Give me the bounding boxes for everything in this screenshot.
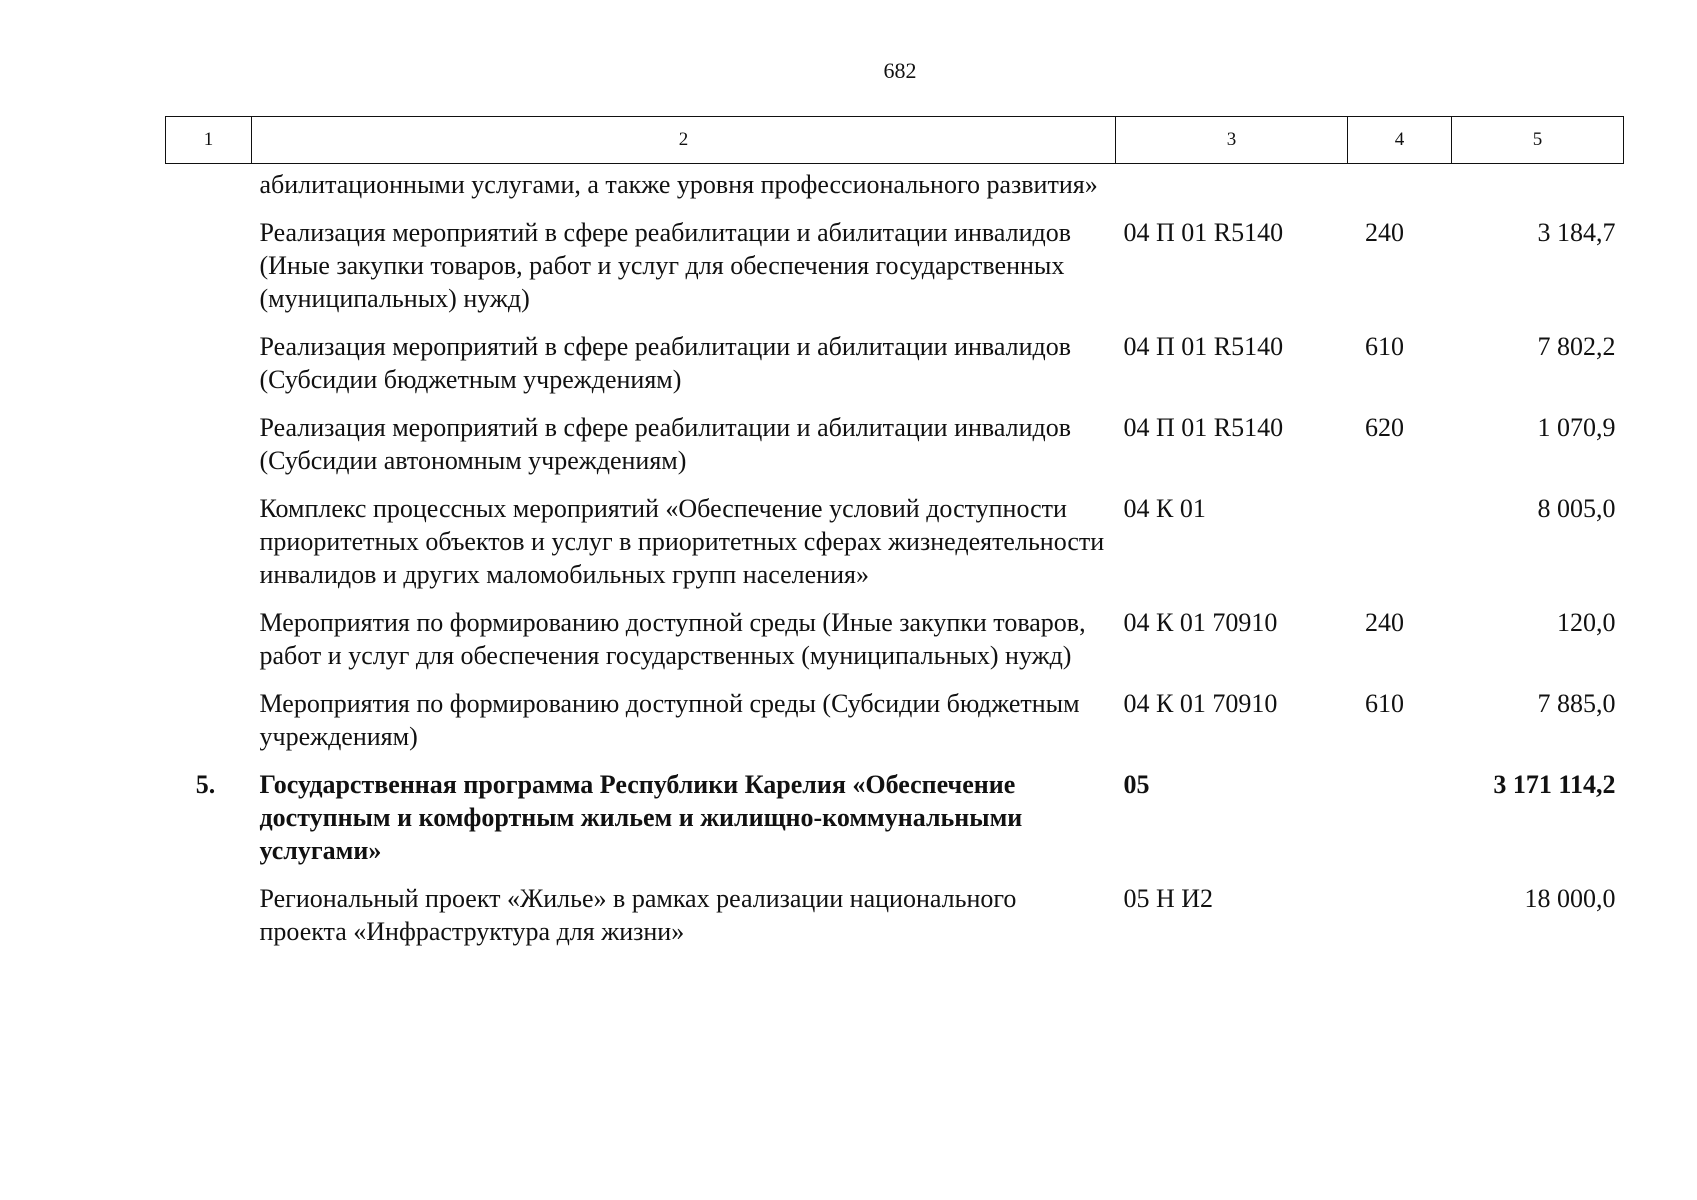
header-col-1: 1 (166, 117, 252, 164)
row-name: Реализация мероприятий в сфере реабилитации и абилитации инвалидов (Иные закупки товаров, работ и услуг для обеспечения государственных (муниципальных) нужд) (259, 218, 1072, 313)
row-expense-type: 620 (1365, 413, 1404, 442)
row-code (1116, 164, 1348, 217)
row-name: Реализация мероприятий в сфере реабилитации и абилитации инвалидов (Субсидии бюджетным учреждениям) (259, 332, 1072, 394)
row-amount: 3 184,7 (1537, 218, 1616, 247)
row-name: абилитационными услугами, а также уровня профессионального развития» (259, 170, 1098, 199)
row-name: Мероприятия по формированию доступной среды (Субсидии бюджетным учреждениям) (259, 689, 1080, 751)
row-number (166, 330, 252, 411)
row-number (166, 606, 252, 687)
table-row (166, 216, 1624, 330)
row-code: 04 К 01 70910 (1123, 689, 1278, 718)
table-header (166, 117, 1624, 164)
row-amount (1452, 164, 1624, 217)
row-expense-type: 240 (1365, 218, 1404, 247)
table-row (166, 492, 1624, 606)
program-row (166, 768, 1624, 882)
header-row (166, 117, 1624, 164)
row-expense-type (1348, 164, 1452, 217)
row-code: 05 (1123, 770, 1150, 799)
table-row (166, 687, 1624, 768)
row-amount: 3 171 114,2 (1493, 770, 1616, 799)
row-expense-type (1348, 882, 1452, 963)
row-expense-type (1348, 492, 1452, 606)
row-number (166, 882, 252, 963)
row-amount: 18 000,0 (1524, 884, 1616, 913)
row-amount: 120,0 (1557, 608, 1616, 637)
row-code: 04 П 01 R5140 (1123, 413, 1284, 442)
row-name: Региональный проект «Жилье» в рамках реализации национального проекта «Инфраструктура для жизни» (259, 884, 1017, 946)
row-expense-type: 240 (1365, 608, 1404, 637)
table-body (166, 164, 1624, 964)
header-col-5: 5 (1452, 117, 1624, 164)
row-code: 04 К 01 (1123, 494, 1206, 523)
row-amount: 1 070,9 (1537, 413, 1616, 442)
table-row (166, 882, 1624, 963)
header-col-2: 2 (252, 117, 1116, 164)
row-number (166, 216, 252, 330)
row-number: 5. (195, 770, 216, 799)
table-row (166, 330, 1624, 411)
row-amount: 7 802,2 (1537, 332, 1616, 361)
header-col-3: 3 (1116, 117, 1348, 164)
row-expense-type: 610 (1365, 332, 1404, 361)
row-code: 04 П 01 R5140 (1123, 332, 1284, 361)
row-name: Комплекс процессных мероприятий «Обеспечение условий доступности приоритетных объектов и услуг в приоритетных сферах жизнедеятельности инвалидов и других маломобильных групп населения» (259, 494, 1105, 589)
row-code: 05 Н И2 (1123, 884, 1214, 913)
row-number (166, 411, 252, 492)
page-number: 682 (883, 58, 917, 83)
row-name: Государственная программа Республики Карелия «Обеспечение доступным и комфортным жильем и жилищно-коммунальными услугами» (259, 770, 1023, 865)
table-row (166, 606, 1624, 687)
row-amount: 8 005,0 (1537, 494, 1616, 523)
row-code: 04 К 01 70910 (1123, 608, 1278, 637)
row-number (166, 492, 252, 606)
row-name: Мероприятия по формированию доступной среды (Иные закупки товаров, работ и услуг для обеспечения государственных (муниципальных) нужд) (259, 608, 1086, 670)
row-number (166, 687, 252, 768)
budget-table (165, 116, 1624, 963)
row-expense-type: 610 (1365, 689, 1404, 718)
row-expense-type (1348, 768, 1452, 882)
table-row (166, 164, 1624, 217)
header-col-4: 4 (1348, 117, 1452, 164)
row-name: Реализация мероприятий в сфере реабилитации и абилитации инвалидов (Субсидии автономным учреждениям) (259, 413, 1072, 475)
row-amount: 7 885,0 (1537, 689, 1616, 718)
table-row (166, 411, 1624, 492)
row-code: 04 П 01 R5140 (1123, 218, 1284, 247)
row-number (166, 164, 252, 217)
